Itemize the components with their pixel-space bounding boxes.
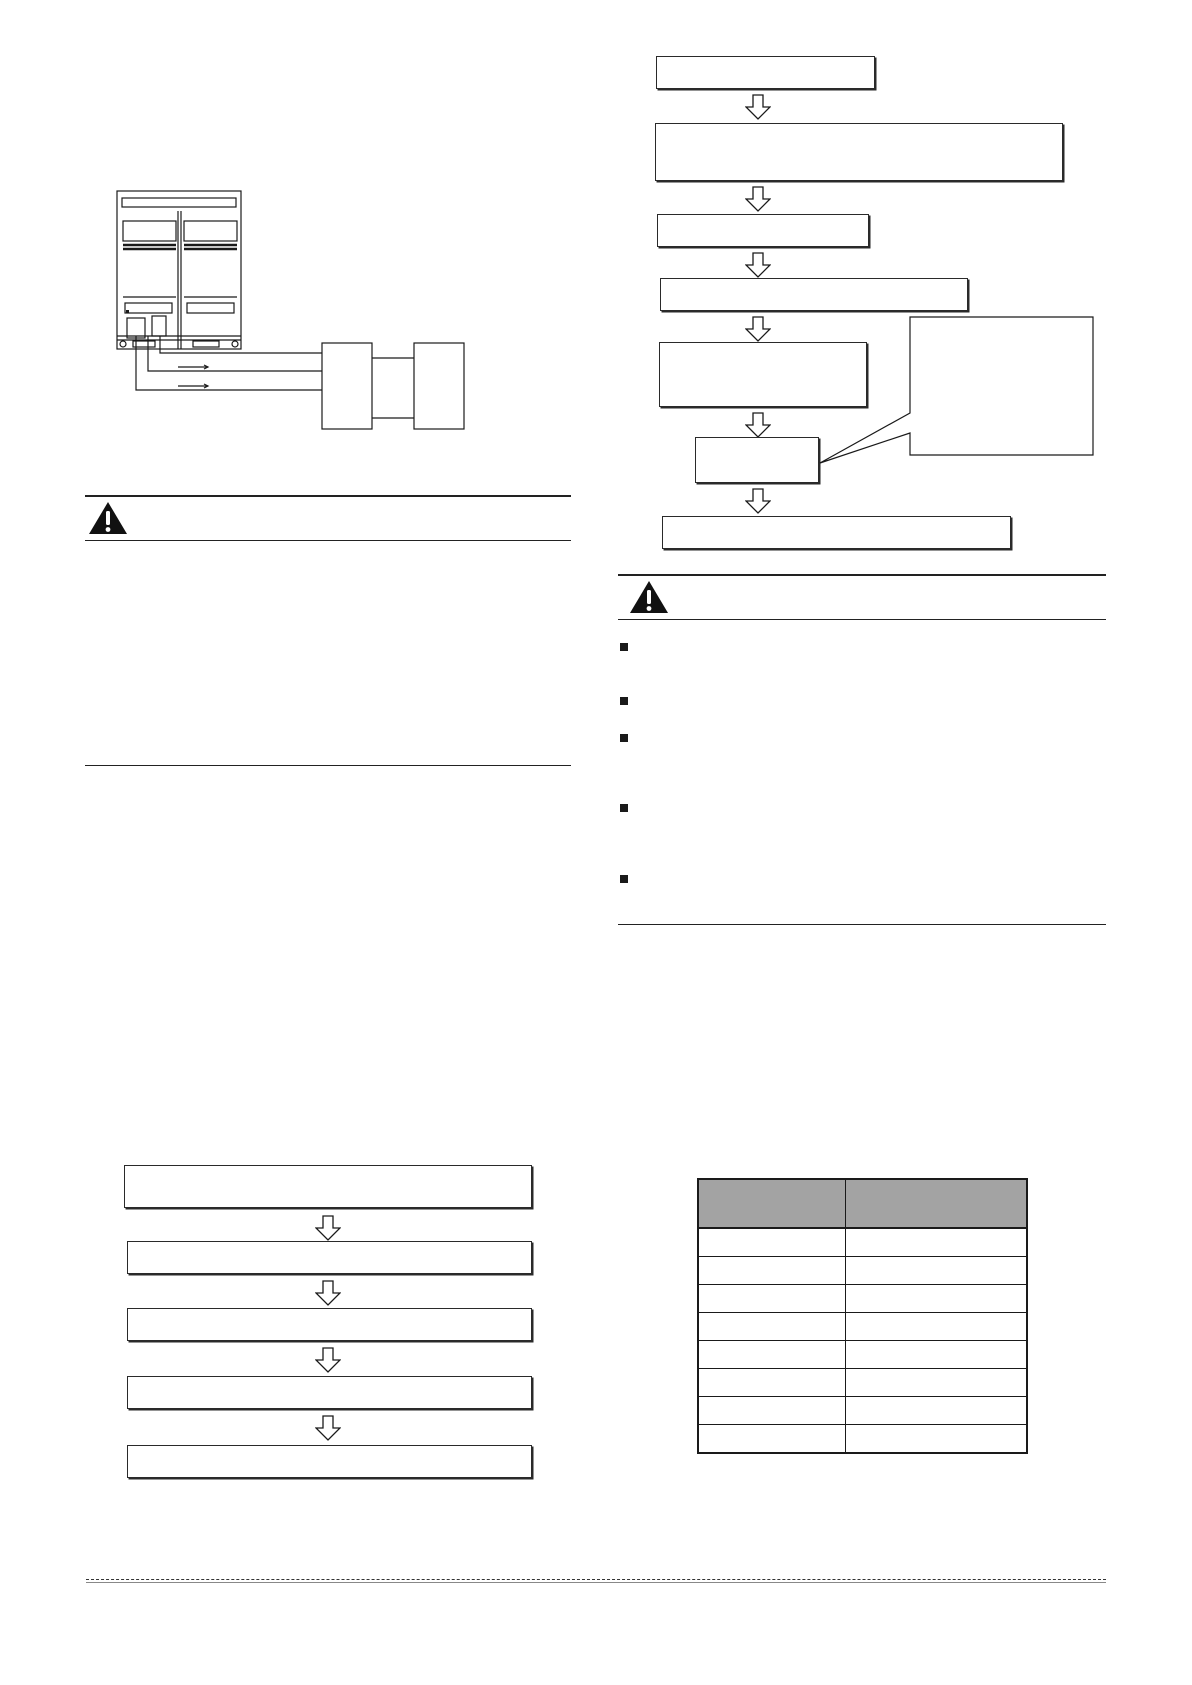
flow-right-step-6	[695, 437, 819, 483]
table-row	[698, 1397, 1027, 1425]
down-arrow-icon	[745, 252, 771, 278]
outdoor-unit-casing	[117, 191, 241, 349]
warning-triangle-icon	[628, 579, 670, 615]
table-cell	[698, 1369, 846, 1397]
bullet-marker	[620, 643, 628, 651]
table-row	[698, 1369, 1027, 1397]
table-cell	[698, 1341, 846, 1369]
footer-rule	[86, 1582, 1106, 1583]
down-arrow-icon	[745, 412, 771, 438]
switch-box	[322, 343, 372, 429]
table-cell	[698, 1425, 846, 1454]
table-row	[698, 1341, 1027, 1369]
table-row	[698, 1285, 1027, 1313]
table-row	[698, 1313, 1027, 1341]
table-row	[698, 1228, 1027, 1257]
footer-dashed-rule	[86, 1579, 1106, 1580]
warning-right-bottom-rule	[618, 924, 1106, 925]
wire-3	[136, 336, 322, 390]
flow-right-step-4	[660, 278, 968, 311]
flow-right-step-3	[657, 214, 869, 247]
flow-step-5	[127, 1445, 532, 1478]
table-cell	[846, 1285, 1028, 1313]
table-cell	[846, 1341, 1028, 1369]
spec-table	[697, 1178, 1028, 1454]
flow-step-2	[127, 1241, 532, 1274]
bullet-marker	[620, 875, 628, 883]
warning-bottom-rule	[85, 765, 571, 766]
table-cell	[846, 1397, 1028, 1425]
warning-triangle-icon	[87, 500, 129, 536]
table-cell	[846, 1228, 1028, 1257]
table-cell	[846, 1369, 1028, 1397]
table-row	[698, 1425, 1027, 1454]
table-header-cell	[698, 1179, 846, 1228]
outdoor-unit-wiring-diagram	[108, 185, 508, 435]
flow-step-3	[127, 1308, 532, 1341]
table-cell	[698, 1228, 846, 1257]
bullet-marker	[620, 697, 628, 705]
power-supply-box	[414, 343, 464, 429]
down-arrow-icon	[315, 1415, 341, 1441]
table-header-row	[698, 1179, 1027, 1228]
flow-right-step-2	[655, 123, 1063, 181]
table-cell	[846, 1425, 1028, 1454]
flow-right-step-1	[656, 56, 875, 89]
down-arrow-icon	[315, 1280, 341, 1306]
down-arrow-icon	[745, 488, 771, 514]
table-cell	[698, 1285, 846, 1313]
bullet-marker	[620, 804, 628, 812]
warning-header-rule	[85, 540, 571, 541]
down-arrow-icon	[745, 94, 771, 120]
table-row	[698, 1257, 1027, 1285]
table-cell	[846, 1257, 1028, 1285]
down-arrow-icon	[745, 186, 771, 212]
table-cell	[698, 1313, 846, 1341]
table-cell	[698, 1397, 846, 1425]
table-cell	[698, 1257, 846, 1285]
warning-right-top-rule	[618, 574, 1106, 576]
flow-step-1	[124, 1165, 532, 1208]
flow-step-4	[127, 1376, 532, 1409]
down-arrow-icon	[315, 1347, 341, 1373]
table-header-cell	[846, 1179, 1028, 1228]
warning-top-rule	[85, 495, 571, 497]
table-cell	[846, 1313, 1028, 1341]
down-arrow-icon	[745, 316, 771, 342]
warning-right-header-rule	[618, 619, 1106, 620]
down-arrow-icon	[315, 1215, 341, 1241]
bullet-marker	[620, 734, 628, 742]
flow-right-step-7	[662, 516, 1011, 549]
flow-callout-bubble	[815, 315, 1095, 470]
